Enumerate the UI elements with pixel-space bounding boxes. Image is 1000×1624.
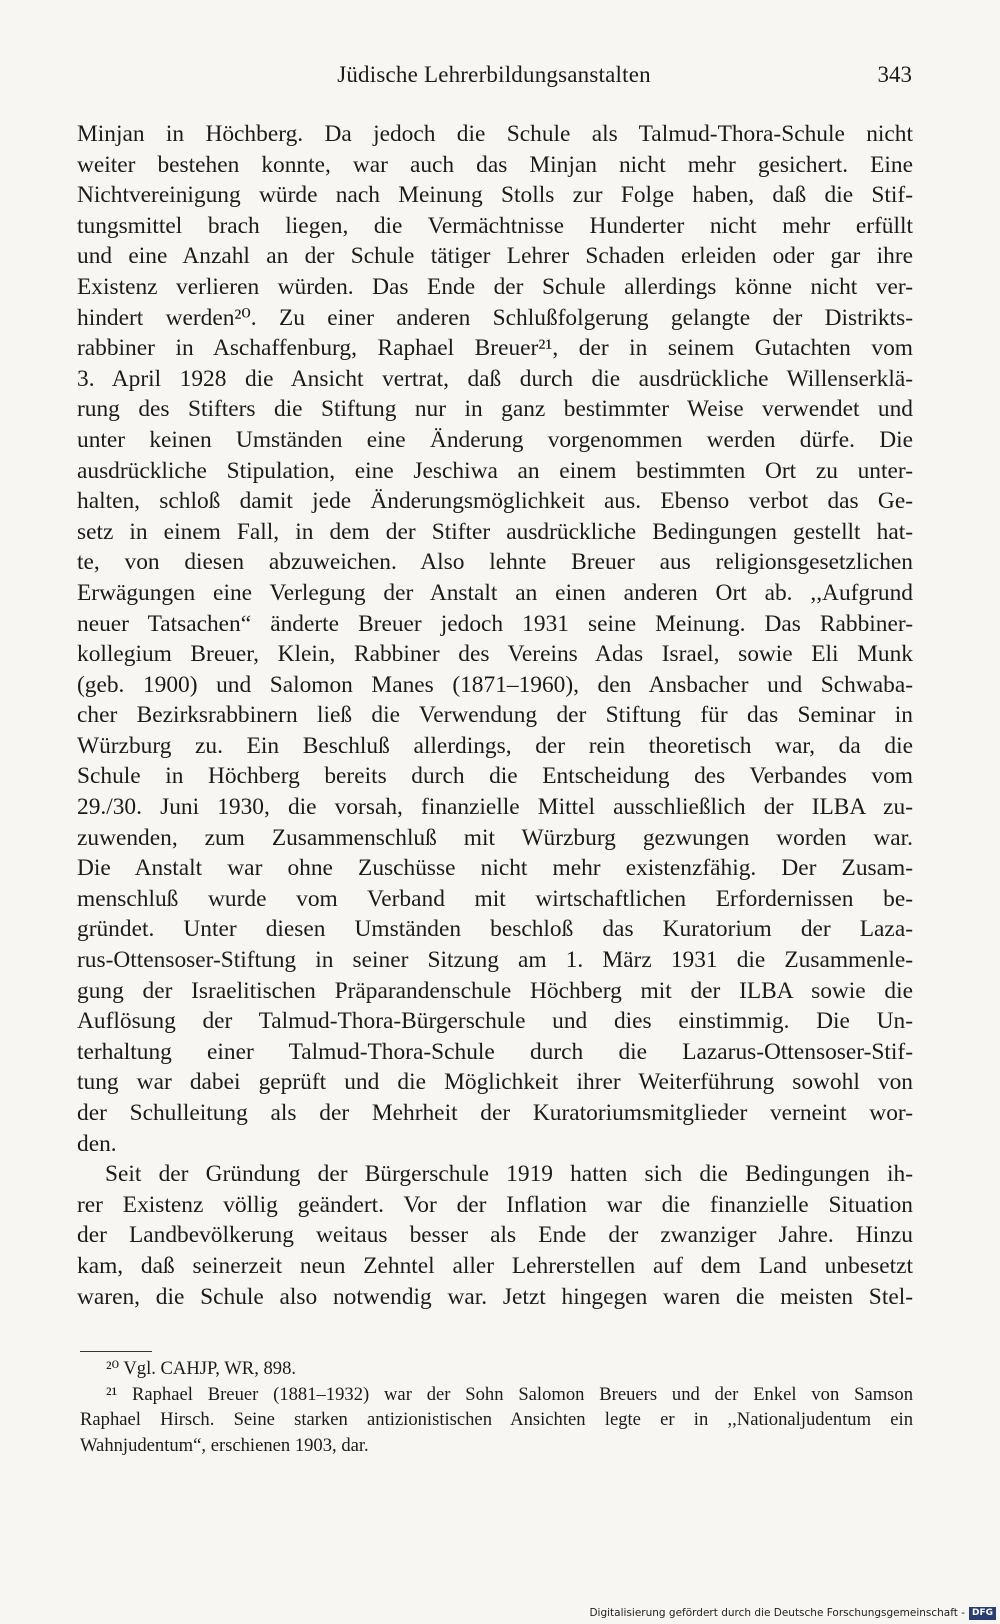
footnote-line: Raphael Hirsch. Seine starken antizionistischen Ansichten legte er in ,,Nationaljudentum ein — [80, 1409, 913, 1430]
footnote-line: ²⁰ Vgl. CAHJP, WR, 898. — [106, 1358, 297, 1379]
credit-text: Digitalisierung gefördert durch die Deutsche Forschungsgemeinschaft - — [589, 1607, 965, 1619]
text-line: menschluß wurde vom Verband mit wirtschaftlichen Erfordernissen be- — [77, 885, 913, 912]
text-line: Seit der Gründung der Bürgerschule 1919 hatten sich die Bedingungen ih- — [105, 1161, 913, 1188]
text-line: Erwägungen eine Verlegung der Anstalt an einen anderen Ort ab. ,,Aufgrund — [77, 579, 913, 606]
page-number: 343 — [877, 62, 912, 87]
text-line: den. — [77, 1130, 117, 1157]
text-line: Auflösung der Talmud-Thora-Bürgerschule und dies einstimmig. Die Un- — [77, 1008, 913, 1035]
text-line: Schule in Höchberg bereits durch die Entscheidung des Verbandes vom — [77, 763, 913, 790]
dfg-logo: DFG — [969, 1607, 996, 1620]
digitization-credit — [589, 1603, 996, 1623]
body-text — [77, 119, 913, 1312]
text-line: tungsmittel brach liegen, die Vermächtnisse Hunderter nicht mehr erfüllt — [77, 212, 913, 239]
footnotes — [80, 1356, 913, 1458]
text-line: weiter bestehen konnte, war auch das Minjan nicht mehr gesichert. Eine — [77, 151, 913, 178]
text-line: rer Existenz völlig geändert. Vor der Inflation war die finanzielle Situation — [77, 1191, 913, 1218]
text-line: terhaltung einer Talmud-Thora-Schule durch die Lazarus-Ottensoser-Stif- — [77, 1038, 913, 1065]
text-line: rung des Stifters die Stiftung nur in ganz bestimmter Weise verwendet und — [77, 396, 913, 423]
text-line: 29./30. Juni 1930, die vorsah, finanzielle Mittel ausschließlich der ILBA zu- — [77, 794, 913, 821]
text-line: (geb. 1900) und Salomon Manes (1871–1960), den Ansbacher und Schwaba- — [77, 671, 913, 698]
text-line: zuwenden, zum Zusammenschluß mit Würzburg gezwungen worden war. — [77, 824, 913, 851]
text-line: Existenz verlieren würden. Das Ende der Schule allerdings könne nicht ver- — [77, 273, 913, 300]
text-line: Würzburg zu. Ein Beschluß allerdings, der rein theoretisch war, da die — [77, 732, 913, 759]
text-line: gründet. Unter diesen Umständen beschloß das Kuratorium der Laza- — [77, 916, 913, 943]
text-line: kollegium Breuer, Klein, Rabbiner des Vereins Adas Israel, sowie Eli Munk — [77, 641, 913, 668]
text-line: gung der Israelitischen Präparandenschule Höchberg mit der ILBA sowie die — [77, 977, 913, 1004]
text-line: der Schulleitung als der Mehrheit der Kuratoriumsmitglieder verneint wor- — [77, 1100, 913, 1126]
text-line: cher Bezirksrabbinern ließ die Verwendung der Stiftung für das Seminar in — [77, 702, 913, 729]
text-line: rabbiner in Aschaffenburg, Raphael Breuer²¹, der in seinem Gutachten vom — [77, 335, 913, 362]
text-line: tung war dabei geprüft und die Möglichkeit ihrer Weiterführung sowohl von — [77, 1069, 913, 1096]
text-line: Minjan in Höchberg. Da jedoch die Schule als Talmud-Thora-Schule nicht — [77, 121, 913, 147]
text-line: und eine Anzahl an der Schule tätiger Lehrer Schaden erleiden oder gar ihre — [77, 243, 913, 270]
text-line: Nichtvereinigung würde nach Meinung Stolls zur Folge haben, daß die Stif- — [77, 182, 913, 209]
running-head — [76, 58, 912, 92]
footnote-separator — [80, 1351, 152, 1352]
text-line: 3. April 1928 die Ansicht vertrat, daß durch die ausdrückliche Willenserklä- — [77, 365, 913, 392]
text-line: neuer Tatsachen“ änderte Breuer jedoch 1931 seine Meinung. Das Rabbiner- — [77, 610, 913, 637]
text-line: hindert werden²⁰. Zu einer anderen Schlußfolgerung gelangte der Distrikts- — [77, 304, 913, 331]
text-line: te, von diesen abzuweichen. Also lehnte Breuer aus religionsgesetzlichen — [77, 549, 913, 576]
text-line: ausdrückliche Stipulation, eine Jeschiwa an einem bestimmten Ort zu unter- — [77, 457, 913, 484]
footnote-line: ²¹ Raphael Breuer (1881–1932) war der Sohn Salomon Breuers und der Enkel von Samson — [106, 1383, 913, 1405]
text-line: unter keinen Umständen eine Änderung vorgenommen werden dürfe. Die — [77, 426, 913, 453]
running-title: Jüdische Lehrerbildungsanstalten — [337, 62, 651, 87]
text-line: Die Anstalt war ohne Zuschüsse nicht mehr existenzfähig. Der Zusam- — [77, 855, 913, 882]
text-line: setz in einem Fall, in dem der Stifter ausdrückliche Bedingungen gestellt hat- — [77, 518, 913, 545]
text-line: kam, daß seinerzeit neun Zehntel aller Lehrerstellen auf dem Land unbesetzt — [77, 1252, 913, 1279]
text-line: halten, schloß damit jede Änderungsmöglichkeit aus. Ebenso verbot das Ge- — [77, 488, 913, 515]
text-line: der Landbevölkerung weitaus besser als Ende der zwanziger Jahre. Hinzu — [77, 1222, 913, 1249]
text-line: waren, die Schule also notwendig war. Jetzt hingegen waren die meisten Stel- — [77, 1283, 913, 1310]
footnote-line: Wahnjudentum“, erschienen 1903, dar. — [80, 1434, 369, 1456]
text-line: rus-Ottensoser-Stiftung in seiner Sitzung am 1. März 1931 die Zusammenle- — [77, 947, 913, 974]
